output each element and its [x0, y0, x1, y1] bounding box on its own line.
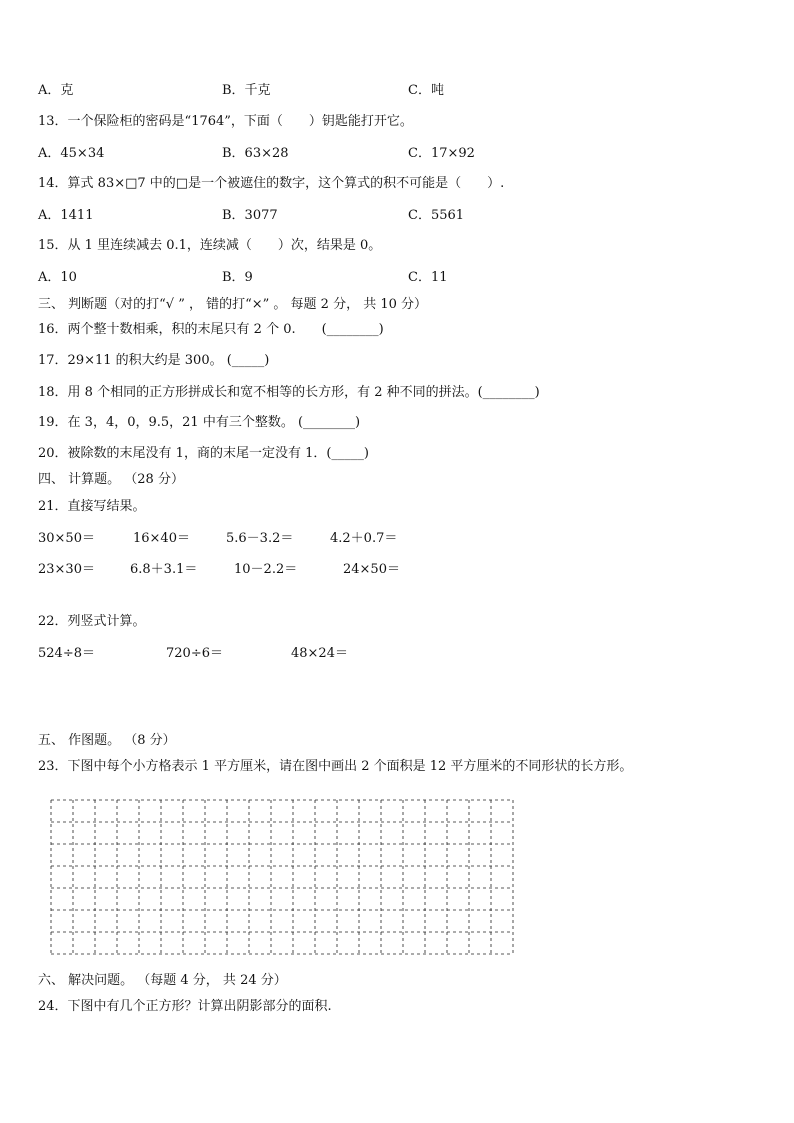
q14-option-c: C．5561 — [408, 208, 465, 223]
q21-row1-expr-4: 4.2＋0.7＝ — [330, 531, 398, 546]
grid-lines — [50, 799, 514, 955]
section4-heading: 四、 计算题。 （28 分） — [38, 472, 184, 487]
q22-expr-3: 48×24＝ — [291, 646, 348, 661]
q21-row1-expr-2: 16×40＝ — [133, 531, 190, 546]
section5-heading: 五、 作图题。 （8 分） — [38, 733, 176, 748]
q21-stem: 21．直接写结果。 — [38, 499, 146, 514]
q13-option-b: B．63×28 — [222, 146, 289, 161]
q17-item: 17．29×11 的积大约是 300。 (_____) — [38, 353, 270, 368]
q15-option-b: B．9 — [222, 270, 253, 285]
q19-item: 19．在 3，4，0，9.5，21 中有三个整数。 (________) — [38, 415, 361, 430]
q15-stem: 15．从 1 里连续减去 0.1，连续减（ ）次，结果是 0。 — [38, 238, 382, 253]
q13-stem: 13．一个保险柜的密码是“1764”，下面（ ）钥匙能打开它。 — [38, 114, 413, 129]
q22-expr-2: 720÷6＝ — [166, 646, 223, 661]
q14-option-b: B．3077 — [222, 208, 278, 223]
q22-expr-1: 524÷8＝ — [38, 646, 95, 661]
q24-stem: 24．下图中有几个正方形？计算出阴影部分的面积. — [38, 999, 332, 1014]
q20-item: 20．被除数的末尾没有 1，商的末尾一定没有 1．(_____) — [38, 446, 369, 461]
q21-row2-expr-2: 6.8＋3.1＝ — [130, 562, 198, 577]
drawing-grid[interactable] — [50, 799, 514, 955]
q12-option-b: B．千克 — [222, 83, 271, 98]
section3-heading: 三、 判断题（对的打“√ ” ， 错的打“×” 。 每题 2 分， 共 10 分） — [38, 297, 428, 312]
q23-stem: 23．下图中每个小方格表示 1 平方厘米，请在图中画出 2 个面积是 12 平方厘米的不同形状的长方形。 — [38, 759, 633, 774]
section6-heading: 六、 解决问题。 （每题 4 分， 共 24 分） — [38, 973, 287, 988]
q15-option-a: A．10 — [38, 270, 77, 285]
q13-option-a: A．45×34 — [38, 146, 105, 161]
q15-option-c: C．11 — [408, 270, 448, 285]
q13-option-c: C．17×92 — [408, 146, 475, 161]
q18-item: 18．用 8 个相同的正方形拼成长和宽不相等的长方形，有 2 种不同的拼法。(________) — [38, 385, 540, 400]
q12-option-a: A．克 — [38, 83, 74, 98]
q21-row2-expr-3: 10－2.2＝ — [234, 562, 298, 577]
q21-row1-expr-1: 30×50＝ — [38, 531, 95, 546]
q21-row2-expr-1: 23×30＝ — [38, 562, 95, 577]
q16-item: 16．两个整十数相乘，积的末尾只有 2 个 0. (________) — [38, 322, 384, 337]
q14-option-a: A．1411 — [38, 208, 94, 223]
q14-stem: 14．算式 83×□7 中的□是一个被遮住的数字，这个算式的积不可能是（ ）. — [38, 176, 505, 191]
q21-row2-expr-4: 24×50＝ — [343, 562, 400, 577]
q21-row1-expr-3: 5.6－3.2＝ — [226, 531, 294, 546]
q22-stem: 22．列竖式计算。 — [38, 614, 146, 629]
q12-option-c: C．吨 — [408, 83, 444, 98]
